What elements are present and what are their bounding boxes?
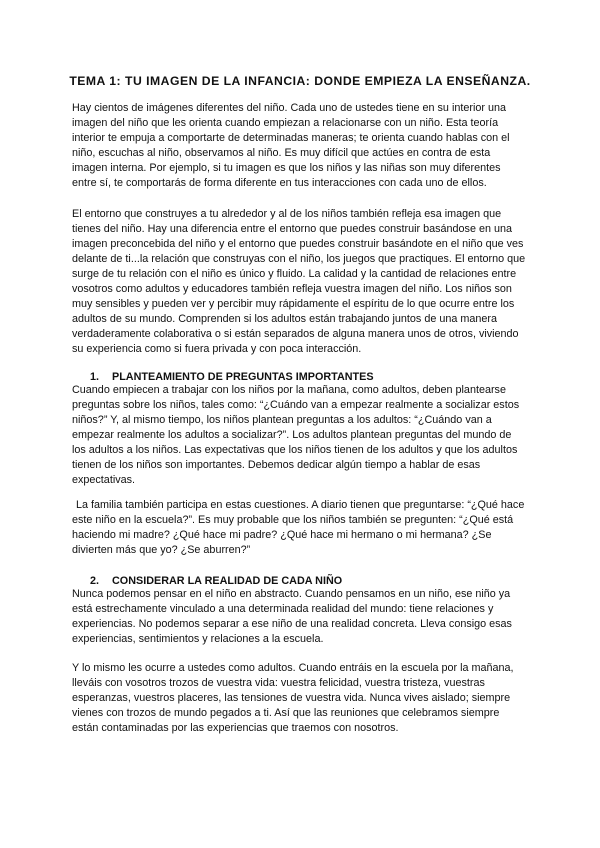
paragraph-questions: Cuando empiecen a trabajar con los niños por la mañana, como adultos, deben plantearse preguntas sobre los niños, tales como: “¿Cuándo van a empezar realmente a socializar estos niños?” Y, al mismo tiempo, los niños plantean preguntas a los adultos: “¿Cuándo van a empezar realmente los adultos a socializar?”. Los adultos plantean preguntas del mundo de los adultos a los niños. Las expectativas que los niños tienen de los adultos y que los adultos tienen de los niños son importantes. Debemos dedicar algún tiempo a hablar de esas expectativas. xyxy=(72,384,520,486)
section-heading-text: CONSIDERAR LA REALIDAD DE CADA NIÑO xyxy=(112,575,343,587)
section-number: 1. xyxy=(90,371,100,383)
paragraph-adults: Y lo mismo les ocurre a ustedes como adultos. Cuando entráis en la escuela por la mañana, lleváis con vosotros trozos de vuestra vida: vuestra felicidad, vuestra tristeza, vuestras esperanzas, vuestros placeres, las tensiones de vuestra vida. Nunca vives aislado; siempre vienes con trozos de mundo pegados a ti. Así que las reuniones que celebramos siempre están contaminadas por las experiencias que traemos con nosotros. xyxy=(72,662,514,734)
paragraph-environment: El entorno que construyes a tu alrededor y al de los niños también refleja esa imagen que tienes del niño. Hay una diferencia entre el entorno que puedes construir basándose en una imagen preconcebida del niño y el entorno que puedes construir basándote en el niño que ves delante de ti...la relación que construyas con el niño, los juegos que practiques. El entorno que surge de tu relación con el niño es único y fluido. La calidad y la cantidad de relaciones entre vosotros como adultos y educadores también refleja vuestra imagen del niño. Los niños son muy sensibles y pueden ver y percibir muy rápidamente el espíritu de lo que ocurre entre los adultos de su mundo. Comprenden si los adultos están trabajando juntos de una manera verdaderamente colaborativa o si están separados de alguna manera unos de otros, viviendo su experiencia como si fuera privada y con poca interacción. xyxy=(72,208,526,355)
section-number: 2. xyxy=(90,575,100,587)
paragraph-family: La familia también participa en estas cuestiones. A diario tienen que preguntarse: “¿Qué hace este niño en la escuela?”. Es muy probable que los niños también se pregunten: “¿Qué está haciendo mi madre? ¿Qué hace mi padre? ¿Qué hace mi hermano o mi hermana? ¿Se divierten más que yo? ¿Se aburren?” xyxy=(72,499,525,556)
section-heading-text: PLANTEAMIENTO DE PREGUNTAS IMPORTANTES xyxy=(112,371,374,383)
paragraph-intro: Hay cientos de imágenes diferentes del niño. Cada uno de ustedes tiene en su interior una imagen del niño que les orienta cuando empiezan a relacionarse con un niño. Esta teoría interior te empuja a comportarte de determinadas maneras; te orienta cuando hablas con el niño, escuchas al niño, observamos al niño. Es muy difícil que actúes en contra de esta imagen interna. Por ejemplo, si tu imagen es que los niños y las niñas son muy diferentes entre sí, te comportarás de forma diferente en tus interacciones con cada uno de ellos. xyxy=(72,102,510,189)
paragraph-reality: Nunca podemos pensar en el niño en abstracto. Cuando pensamos en un niño, ese niño ya está estrechamente vinculado a una determinada realidad del mundo: tiene relaciones y experiencias. No podemos separar a ese niño de una realidad concreta. Lleva consigo esas experiencias, sentimientos y relaciones a la escuela. xyxy=(72,588,512,645)
document-title: TEMA 1: TU IMAGEN DE LA INFANCIA: DONDE EMPIEZA LA ENSEÑANZA. xyxy=(69,74,531,88)
